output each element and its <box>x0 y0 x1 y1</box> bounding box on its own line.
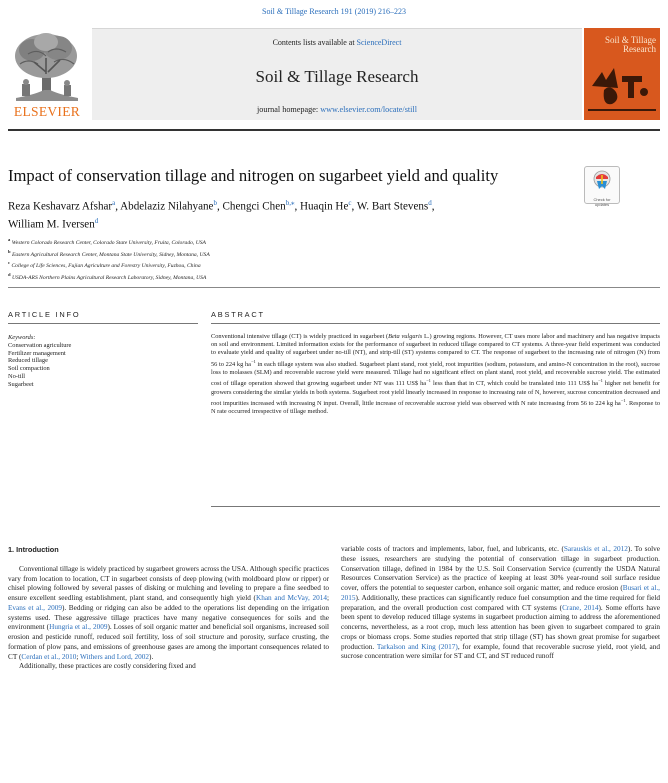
affiliation <box>8 248 608 260</box>
article-title: Impact of conservation tillage and nitrogen on sugarbeet yield and quality <box>8 166 499 185</box>
text-run: ). Bedding or ridging can also be added to the operations list depending on the irrigation systems used. These aggressive tillage practices have many negative consequences for soils and the environment ( <box>8 603 329 632</box>
article-info-rule <box>8 323 198 324</box>
crossmark-label-2: updates <box>594 202 610 208</box>
keyword: Soil compaction <box>8 365 50 373</box>
text-run: , for example, found that recoverable sucrose yield, root yield, and sucrose concentration were similar for ST and CT, and ST reduced runoff <box>341 642 661 661</box>
section-rule <box>8 287 660 288</box>
author-separator: , <box>294 200 300 213</box>
article-info-heading: ARTICLE INFO <box>8 310 81 319</box>
right-column-text <box>341 545 660 662</box>
author-affiliation-marker[interactable]: d <box>428 199 432 207</box>
text-run: ). Additionally, these practices can significantly reduce fuel consumption and the time required for field preparation, and the overall production cost compared with CT systems ( <box>341 593 660 612</box>
body-column-right <box>341 545 660 662</box>
abstract-end-rule <box>211 506 660 507</box>
affiliation-text: USDA-ARS Northern Plains Agricultural Research Laboratory, Sidney, Montana, USA <box>10 274 207 281</box>
check-for-updates-badge[interactable] <box>584 166 620 208</box>
text-run: ). To solve these issues, researchers are studying the potential of conservation tillage in sugarbeet production. Conservation tillage, defined in 1984 by the U.S. Soil Conservation Service (currently the USDA Natural Resources Conservation Service) as the practice of keeping at least 30% year-round soil surface residue cover, offers the potential to sequester carbon, enhance soil organic matter, and reduce erosion ( <box>341 545 660 592</box>
text-run: . Response to N rate occurred irrespective of tillage method. <box>211 399 661 416</box>
author-affiliation-marker[interactable]: b <box>213 199 217 207</box>
affiliation-marker: b <box>8 248 11 254</box>
affiliation <box>8 236 608 248</box>
elsevier-logo <box>8 28 86 120</box>
publisher-name: ELSEVIER <box>13 104 81 119</box>
superscript: −1 <box>620 397 626 403</box>
affiliation <box>8 271 608 283</box>
cover-art-icon <box>584 28 660 120</box>
author-affiliation-marker[interactable]: a <box>112 199 116 207</box>
homepage-line <box>92 105 582 114</box>
sciencedirect-link[interactable]: ScienceDirect <box>356 38 402 47</box>
citation-link[interactable]: Withers and Lord, 2002 <box>80 652 150 661</box>
tree-emblem-icon <box>8 28 86 106</box>
keyword: Conservation agriculture <box>8 341 72 349</box>
keyword-list <box>8 342 198 389</box>
citation-link[interactable]: Sarauskis et al., 2012 <box>563 545 628 553</box>
superscript: −1 <box>250 358 256 364</box>
citation-link[interactable]: Evans et al., 2009 <box>8 603 62 612</box>
affiliation-marker: c <box>8 260 11 266</box>
text-run: ; <box>327 594 330 602</box>
author-line-1 <box>8 196 578 214</box>
abstract-heading: ABSTRACT <box>211 310 265 319</box>
body-column-left <box>8 545 329 672</box>
journal-header <box>8 28 660 120</box>
citation-link[interactable]: Busari et al., 2015 <box>341 584 660 602</box>
affiliation <box>8 259 608 271</box>
paragraph <box>341 545 660 662</box>
superscript: −1 <box>426 378 431 384</box>
keyword: Fertilizer management <box>8 349 66 357</box>
text-run: L.) growing regions. However, CT uses more labor and machinery and has negative impacts on soil and environment. Limited information exists for the performance of sugarbeet in reduced tillage compared to CT systems. A three-year field experiment was conducted to evaluate yield and quality of sugarbeet under no-till (NT), and strip-till (ST) systems compared to CT. The response of sugarbeet to the increasing rate of nitrogen (N) from 56 to 224 kg ha <box>211 333 660 368</box>
cover-title-line-1: Soil & Tillage <box>604 35 656 45</box>
text-run: Conventional tillage is widely practiced by sugarbeet growers across the USA. Although specific practices vary from location to location, CT in sugarbeet consists of deep plowing (with moldboard plow or ripper) or chisel plowing followed by several passes of disking or mulching and leveling to prepare a fine seedbed to ensure excellent seedling establishment, plant stand, and consequently high yield ( <box>8 564 329 602</box>
journal-name: Soil & Tillage Research <box>255 67 419 86</box>
author-affiliation-marker[interactable]: c <box>348 199 352 207</box>
text-run: ; <box>76 652 81 661</box>
keyword: Sugarbeet <box>8 380 34 388</box>
text-run: higher net benefit for growers considering the similar yields in both systems. Sugarbeet root yield linearly increased in response to increasing rate of N, however, sucrose concentration decreased and root impurities increased with increasing N input. Overall, little increase of recoverable sucrose yield was observed with N rate increasing from 56 to 224 kg ha <box>211 380 660 407</box>
abstract-rule <box>211 323 660 324</box>
author-affiliation-marker[interactable]: b,⁎ <box>285 199 295 207</box>
paragraph <box>8 662 329 672</box>
text-run: ). Losses of soil organic matter and beneficial soil organisms, increased soil erosion and pesticide runoff, reduced soil fertility, loss of soil structure and porosity, surface crusting, the formation of plow pans, and emissions of greenhouse gases are among the important consequences related to CT ( <box>8 623 329 661</box>
affiliation-text: Western Colorado Research Center, Colorado State University, Fruita, Colorado, USA <box>10 239 206 246</box>
author-line-2 <box>8 214 578 232</box>
homepage-prefix: journal homepage: <box>256 105 321 114</box>
keywords-title: Keywords: <box>8 334 36 341</box>
author-separator: , <box>431 200 435 213</box>
author-separator: , <box>216 200 223 213</box>
author-name[interactable]: Abdelaziz Nilahyane <box>120 200 214 213</box>
author-affiliation-marker[interactable]: d <box>94 217 99 226</box>
citation-link[interactable]: Crane, 2014 <box>562 603 599 612</box>
citation-link[interactable]: Tarkalson and King (2017) <box>376 642 458 651</box>
affiliation-marker: d <box>8 271 11 277</box>
journal-banner <box>92 28 582 120</box>
keyword: Reduced tillage <box>8 357 48 365</box>
crossmark-icon <box>592 170 612 192</box>
citation-link[interactable]: Hungria et al., 2009 <box>49 623 108 632</box>
citation-link[interactable]: Cerdan et al., 2010 <box>21 652 77 661</box>
text-run: in each tillage system was also studied. Sugarbeet plant stand, root yield, root impurities (sodium, potassium, and amino-N concentration in the root), sucrose loss to molasses (SLM) and recoverable sucrose yield were measured. Tillage had no significant effect on plant stand, root yield, and recoverable sucrose yield. The estimated cost of tillage operation showed that growing sugarbeet under NT was 111 US$ ha <box>211 360 660 388</box>
superscript: −1 <box>597 378 603 384</box>
introduction-heading: 1. Introduction <box>8 545 59 554</box>
crossmark-label-1: Check for <box>593 197 611 202</box>
text-run: Additionally, these practices are costly considering fixed and <box>19 662 196 671</box>
author-name[interactable]: Chengci Chen <box>222 200 286 213</box>
paragraph <box>8 565 329 663</box>
affiliation-text: Eastern Agricultural Research Center, Montana State University, Sidney, Montana, USA <box>10 251 210 258</box>
contents-prefix: Contents lists available at <box>272 38 357 47</box>
author-name[interactable]: Huaqin He <box>300 200 349 213</box>
author-name[interactable]: Reza Keshavarz Afshar <box>8 200 113 213</box>
journal-cover[interactable] <box>584 28 660 120</box>
italic-text: Beta vulgaris <box>388 333 423 340</box>
text-run: ). <box>149 652 154 661</box>
text-run: less than that in CT, which could be translated into 111 US$ ha <box>430 380 598 388</box>
header-rule <box>8 129 660 131</box>
citation-link[interactable]: Khan and McVay, 2014 <box>255 594 327 602</box>
homepage-link[interactable]: www.elsevier.com/locate/still <box>320 105 417 114</box>
contents-line <box>92 38 582 47</box>
journal-reference[interactable]: Soil & Tillage Research 191 (2019) 216–223 <box>262 7 406 16</box>
author-name[interactable]: W. Bart Stevens <box>356 200 429 213</box>
affiliation-text: College of Life Sciences, Fujian Agriculture and Forestry University, Fuzhou, China <box>10 263 201 270</box>
text-run: ). Some efforts have been spent to develop reduced tillage systems in sugarbeet production aiming to address the aforementioned concerns, nevertheless, as a root crop, much less attention has been given to sugarbeet compared to grain crops or biomass crops. Some studies reported that strip tillage (ST) has shown great promise for sugarbeet production. <box>341 603 660 651</box>
keywords-block <box>8 334 198 389</box>
author-name[interactable]: William M. Iversen <box>8 218 95 231</box>
keyword: No-till <box>8 372 26 380</box>
cover-title-line-2: Research <box>623 44 656 54</box>
author-separator: , <box>351 200 357 213</box>
author-list <box>8 196 578 232</box>
affiliation-list <box>8 236 608 283</box>
text-run: variable costs of tractors and implements, labor, fuel, and lubricants, etc. ( <box>341 545 564 553</box>
affiliation-marker: a <box>8 237 11 242</box>
abstract-text <box>211 333 660 416</box>
left-column-text <box>8 565 329 672</box>
text-run: Conventional intensive tillage (CT) is widely practiced in sugarbeet ( <box>211 333 389 340</box>
author-separator: , <box>115 200 121 213</box>
